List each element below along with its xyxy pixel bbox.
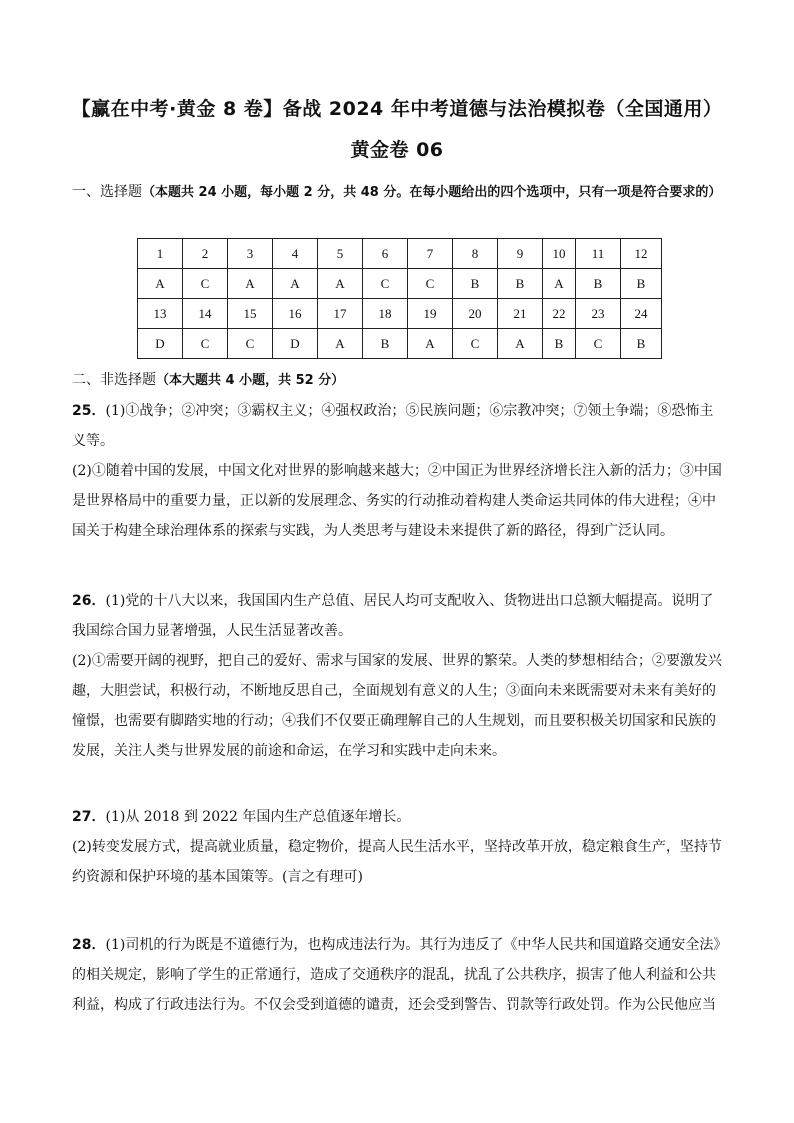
q27-part-2: (2)转变发展方式，提高就业质量，稳定物价，提高人民生活水平，坚持改革开放，稳定粮食生产，坚持节约资源和保护环境的基本国策等。(言之有理可)	[72, 839, 722, 885]
answer-table-number-row	[138, 239, 662, 269]
question-number-cell: 13	[138, 299, 183, 329]
document-subtitle: 黄金卷 06	[350, 139, 444, 161]
question-number-cell: 6	[363, 239, 408, 269]
question-number-cell: 1	[138, 239, 183, 269]
question-number-cell: 15	[228, 299, 273, 329]
q26-part-2: (2)①需要开阔的视野，把自己的爱好、需求与国家的发展、世界的繁荣。人类的梦想相结合；②要激发兴趣，大胆尝试，积极行动，不断地反思自己，全面规划有意义的人生；③面向未来既需要对未来有美好的憧憬，也需要有脚踏实地的行动；④我们不仅要正确理解自己的人生规划，而且要积极关切国家和民族的发展，关注人类与世界发展的前途和命运，在学习和实践中走向未来。	[72, 653, 722, 759]
section-1-heading	[72, 180, 724, 205]
answer-cell: C	[453, 329, 498, 359]
q26-part-1-text: (1)党的十八大以来，我国国内生产总值、居民人均可支配收入、货物进出口总额大幅提高。说明了我国综合国力显著增强，人民生活显著改善。	[72, 593, 714, 639]
q27-part-1	[72, 802, 724, 832]
question-number-cell: 22	[543, 299, 576, 329]
q25-part-1-text: (1)①战争；②冲突；③霸权主义；④强权政治；⑤民族问题；⑥宗教冲突；⑦领土争端；⑧恐怖主义等。	[72, 403, 714, 449]
answer-cell: A	[138, 269, 183, 299]
question-number-cell: 14	[183, 299, 228, 329]
question-number-cell: 5	[318, 239, 363, 269]
question-number-cell: 19	[408, 299, 453, 329]
answer-cell: B	[363, 329, 408, 359]
answer-cell: A	[318, 269, 363, 299]
question-number-cell: 16	[273, 299, 318, 329]
answer-cell: C	[408, 269, 453, 299]
q28-part-1-text: (1)司机的行为既是不道德行为，也构成违法行为。其行为违反了《中华人民共和国道路交通安全法》的相关规定，影响了学生的正常通行，造成了交通秩序的混乱，扰乱了公共秩序，损害了他人利益和公共利益，构成了行政违法行为。不仅会受到道德的谴责，还会受到警告、罚款等行政处罚。作为公民他应当	[72, 937, 721, 1013]
section-2-heading	[72, 368, 724, 393]
answer-cell: A	[408, 329, 453, 359]
answer-cell: A	[318, 329, 363, 359]
q25-number: 25．	[72, 403, 106, 419]
answer-cell: D	[138, 329, 183, 359]
answer-cell: A	[228, 269, 273, 299]
question-number-cell: 23	[576, 299, 621, 329]
answer-table-answer-row	[138, 269, 662, 299]
question-27-answer	[72, 802, 724, 892]
answer-cell: C	[183, 329, 228, 359]
q28-part-1	[72, 930, 724, 1020]
question-number-cell: 11	[576, 239, 621, 269]
section-2-description: （本大题共 4 小题，共 52 分）	[156, 373, 345, 388]
q27-part-1-text: (1)从 2018 到 2022 年国内生产总值逐年增长。	[105, 809, 411, 825]
question-number-cell: 12	[621, 239, 662, 269]
q27-number: 27．	[72, 809, 106, 825]
answer-cell: B	[543, 329, 576, 359]
answer-table-number-row	[138, 299, 662, 329]
question-25-answer	[72, 396, 724, 546]
answer-table	[137, 238, 662, 359]
answer-table-answer-row	[138, 329, 662, 359]
section-1-description: （本题共 24 小题，每小题 2 分，共 48 分。在每小题给出的四个选项中，只有一项是符合要求的）	[142, 185, 722, 200]
question-number-cell: 24	[621, 299, 662, 329]
question-number-cell: 21	[498, 299, 543, 329]
section-2-label: 二、非选择题	[72, 372, 156, 388]
question-number-cell: 18	[363, 299, 408, 329]
document-title: 【赢在中考·黄金 8 卷】备战 2024 年中考道德与法治模拟卷（全国通用）	[71, 98, 723, 120]
q25-part-1	[72, 396, 724, 456]
answer-cell: B	[453, 269, 498, 299]
question-26-answer	[72, 586, 724, 766]
q26-part-1	[72, 586, 724, 646]
answer-cell: C	[183, 269, 228, 299]
question-number-cell: 8	[453, 239, 498, 269]
question-28-answer	[72, 930, 724, 1020]
question-number-cell: 7	[408, 239, 453, 269]
answer-cell: B	[498, 269, 543, 299]
section-1-label: 一、选择题	[72, 184, 142, 200]
question-number-cell: 10	[543, 239, 576, 269]
q28-number: 28．	[72, 937, 106, 953]
question-number-cell: 4	[273, 239, 318, 269]
answer-cell: A	[498, 329, 543, 359]
question-number-cell: 2	[183, 239, 228, 269]
question-number-cell: 17	[318, 299, 363, 329]
answer-cell: C	[228, 329, 273, 359]
answer-cell: B	[621, 269, 662, 299]
q26-number: 26．	[72, 593, 106, 609]
q25-part-2: (2)①随着中国的发展，中国文化对世界的影响越来越大；②中国正为世界经济增长注入新的活力；③中国是世界格局中的重要力量，正以新的发展理念、务实的行动推动着构建人类命运共同体的伟大进程；④中国关于构建全球治理体系的探索与实践，为人类思考与建设未来提供了新的路径，得到广泛认同。	[72, 463, 722, 539]
question-number-cell: 20	[453, 299, 498, 329]
answer-cell: B	[576, 269, 621, 299]
answer-cell: C	[363, 269, 408, 299]
answer-cell: D	[273, 329, 318, 359]
answer-cell: B	[621, 329, 662, 359]
answer-cell: A	[273, 269, 318, 299]
question-number-cell: 3	[228, 239, 273, 269]
answer-cell: C	[576, 329, 621, 359]
question-number-cell: 9	[498, 239, 543, 269]
answer-cell: A	[543, 269, 576, 299]
